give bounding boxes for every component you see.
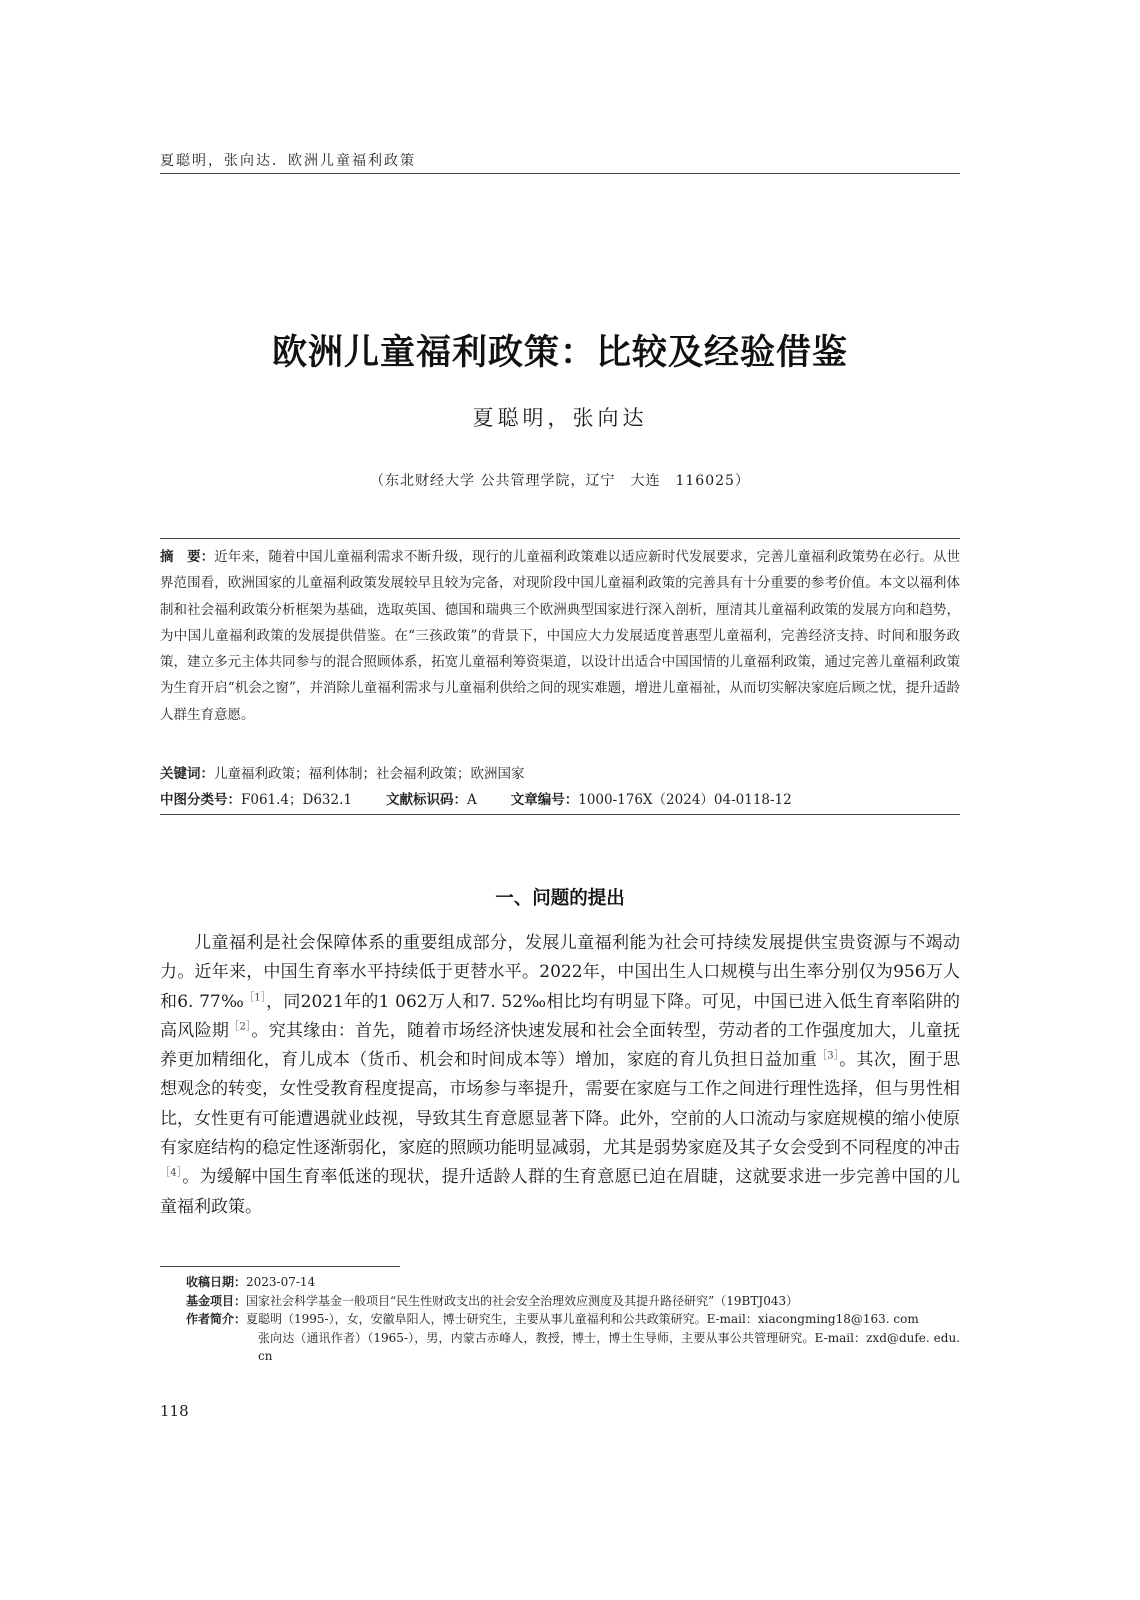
received-date-note [186, 1273, 960, 1292]
citation-mark: ［3］ [817, 1050, 840, 1062]
abstract-block [160, 544, 960, 728]
page-number: 118 [160, 1402, 189, 1420]
doc-code-label: 文献标识码： [386, 792, 467, 808]
section-heading: 一、问题的提出 [495, 888, 625, 909]
received-value: 2023-07-14 [246, 1275, 316, 1289]
author-bio-1: 夏聪明（1995-），女，安徽阜阳人，博士研究生，主要从事儿童福利和公共政策研究。E-mail：xiacongming18@163. com [246, 1312, 919, 1327]
author-bio-2: 张向达（通讯作者）（1965-），男，内蒙古赤峰人，教授，博士，博士生导师，主要从事公共管理研究。E-mail：zxd@dufe. edu. cn [258, 1330, 960, 1364]
article-title: 欧洲儿童福利政策：比较及经验借鉴 [271, 333, 848, 373]
keywords-label: 关键词： [160, 766, 214, 782]
author-affiliation: （东北财经大学 公共管理学院，辽宁 大连 116025） [370, 473, 750, 489]
abstract-bottom-rule [160, 814, 960, 815]
body-text-part: 儿童福利是社会保障体系的重要组成部分，发展儿童福利能为社会可持续发展提供宝贵资源与不竭动力。近年来，中国生育率水平持续低于更替水平。2022年，中国出生人口规模与出生率分别仅为956万人和6. 77‰ [160, 933, 960, 1012]
body-text-part: ，同2021年的1 062万人和7. 52‰相比均有明显下降。可见，中国已进入低生育率陷阱的高风险期 [160, 991, 960, 1041]
author-bio-label: 作者简介： [186, 1312, 247, 1327]
author-bio-note [186, 1310, 960, 1329]
footnote-rule [160, 1266, 400, 1267]
classification-line [160, 788, 960, 808]
header-rule [160, 173, 960, 174]
citation-mark: ［4］ [160, 1167, 183, 1179]
body-text-part: 。其次，囿于思想观念的转变，女性受教育程度提高，市场参与率提升，需要在家庭与工作之间进行理性选择，但与男性相比，女性更有可能遭遇就业歧视，导致其生育意愿显著下降。此外，空前的人口流动与家庭规模的缩小使原有家庭结构的稳定性逐渐弱化，家庭的照顾功能明显减弱，尤其是弱势家庭及其子女会受到不同程度的冲击 [160, 1050, 960, 1159]
abstract-text: 近年来，随着中国儿童福利需求不断升级，现行的儿童福利政策难以适应新时代发展要求，完善儿童福利政策势在必行。从世界范围看，欧洲国家的儿童福利政策发展较早且较为完备，对现阶段中国儿童福利政策的完善具有十分重要的参考价值。本文以福利体制和社会福利政策分析框架为基础，选取英国、德国和瑞典三个欧洲典型国家进行深入剖析，厘清其儿童福利政策的发展方向和趋势，为中国儿童福利政策的发展提供借鉴。在“三孩政策”的背景下，中国应大力发展适度普惠型儿童福利，完善经济支持、时间和服务政策，建立多元主体共同参与的混合照顾体系，拓宽儿童福利筹资渠道，以设计出适合中国国情的儿童福利政策，通过完善儿童福利政策为生育开启“机会之窗”，并消除儿童福利需求与儿童福利供给之间的现实难题，增进儿童福祉，从而切实解决家庭后顾之忧，提升适龄人群生育意愿。 [160, 549, 961, 723]
keywords-line [160, 762, 960, 782]
article-number-value: 1000-176X（2024）04-0118-12 [578, 792, 792, 808]
clc-value: F061.4；D632.1 [241, 792, 352, 808]
running-head: 夏聪明，张向达．欧洲儿童福利政策 [160, 153, 416, 169]
doc-code-value: A [467, 792, 477, 808]
article-number-label: 文章编号： [510, 792, 579, 808]
received-label: 收稿日期： [186, 1275, 247, 1289]
footnotes [186, 1273, 960, 1366]
fund-value: 国家社会科学基金一般项目“民生性财政支出的社会安全治理效应测度及其提升路径研究”（19BTJ043） [246, 1293, 799, 1308]
citation-mark: ［1］ [244, 991, 267, 1003]
fund-label: 基金项目： [186, 1293, 247, 1308]
citation-mark: ［2］ [229, 1021, 252, 1033]
abstract-top-rule [160, 538, 960, 539]
clc-label: 中图分类号： [160, 792, 241, 808]
body-text-part: 。为缓解中国生育率低迷的现状，提升适龄人群的生育意愿已迫在眉睫，这就要求进一步完善中国的儿童福利政策。 [160, 1167, 960, 1217]
body-paragraph [160, 929, 960, 1222]
article-authors: 夏聪明，张向达 [472, 406, 648, 430]
abstract-label: 摘 要： [160, 549, 215, 565]
body-text-part: 。究其缘由：首先，随着市场经济快速发展和社会全面转型，劳动者的工作强度加大，儿童抚养更加精细化，育儿成本（货币、机会和时间成本等）增加，家庭的育儿负担日益加重 [160, 1020, 961, 1071]
fund-note [186, 1292, 960, 1311]
keywords-text: 儿童福利政策；福利体制；社会福利政策；欧洲国家 [214, 766, 525, 782]
